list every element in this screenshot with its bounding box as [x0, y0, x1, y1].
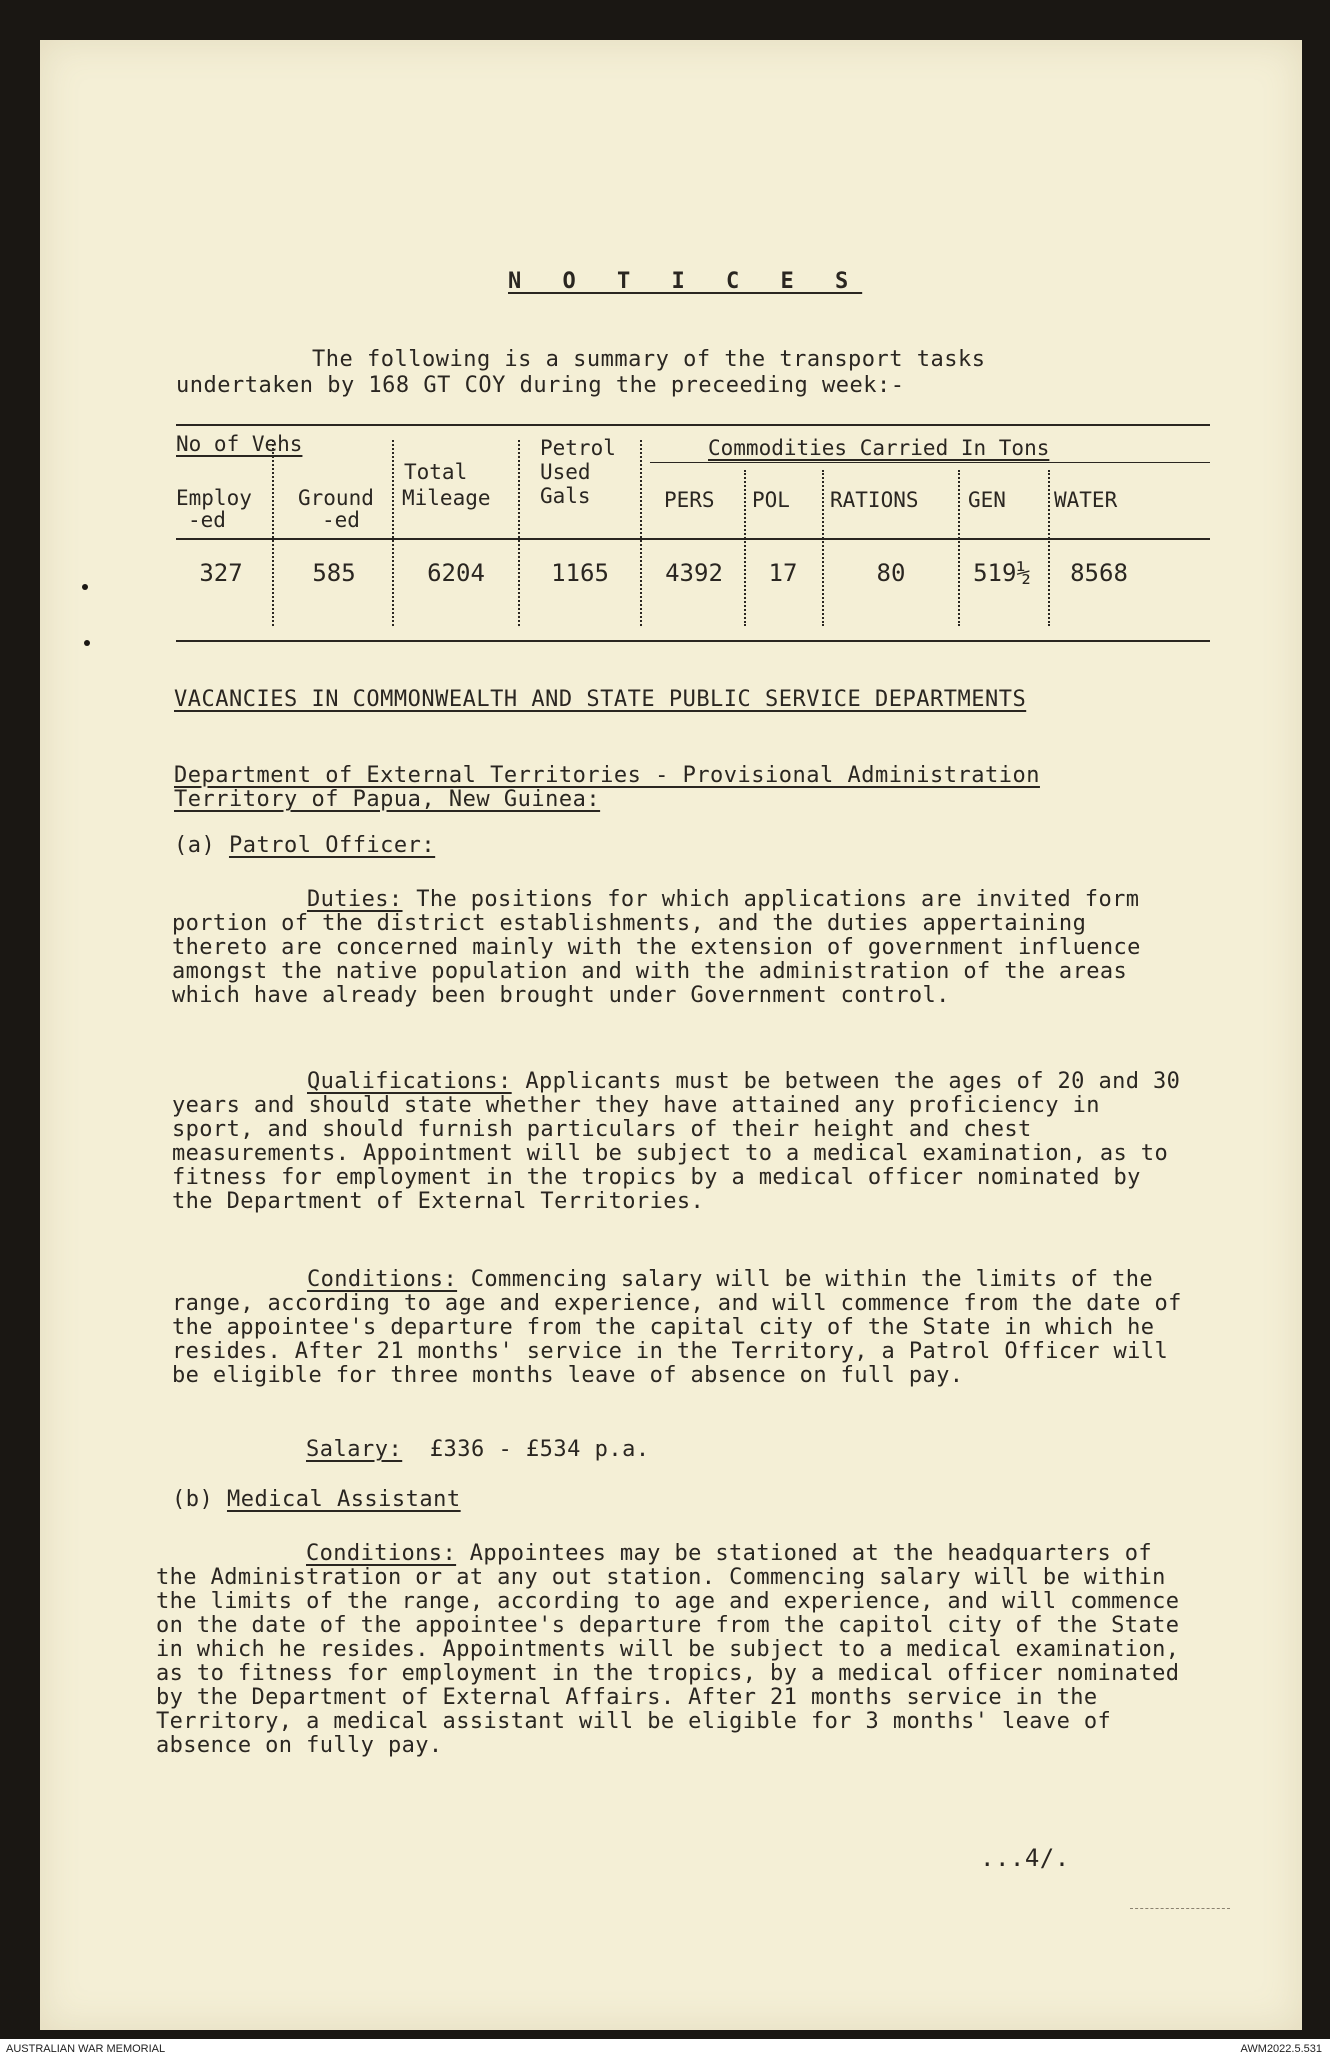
qualifications-label: Qualifications: — [307, 1069, 512, 1094]
medical-conditions-label: Conditions: — [306, 1541, 457, 1566]
cell-grounded: 585 — [312, 559, 356, 587]
archive-footer — [0, 2039, 1330, 2061]
department-line-2: Territory of Papua, New Guinea: — [174, 787, 601, 812]
col-divider — [640, 440, 642, 626]
header-grounded-2: -ed — [322, 508, 360, 532]
medical-label: Medical Assistant — [226, 1487, 461, 1512]
cell-gen: 519½ — [973, 559, 1031, 587]
cell-petrol: 1165 — [551, 559, 609, 587]
patrol-label: Patrol Officer: — [228, 833, 436, 858]
header-total-2: Mileage — [402, 486, 491, 510]
header-petrol-2: Used — [540, 460, 591, 484]
header-petrol-3: Gals — [540, 484, 591, 508]
cell-pers: 4392 — [665, 559, 723, 587]
conditions-text: Commencing salary will be within the limits of the range, according to age and experience, and will commence from the date of the appointee's departure from the capital city of the State in which he resides. After 21 months' service in the Territory, a Patrol Officer will be eligible for three months leave of absence on full pay. — [172, 1267, 1182, 1388]
duties-text: The positions for which applications are invited form portion of the district establishments, and the duties appertaining thereto are concerned mainly with the extension of government influence amongst the native population and with the administration of the areas which have already been brought under Government control. — [172, 887, 1141, 1008]
cell-employed: 327 — [199, 559, 243, 587]
cell-water: 8568 — [1070, 559, 1128, 587]
footer-institution: AUSTRALIAN WAR MEMORIAL — [6, 2043, 166, 2055]
table-header-rule — [176, 538, 1210, 540]
medical-conditions-text: Appointees may be stationed at the headquarters of the Administration or at any out station. Commencing salary will be within the limits of the range, according to age and experience, and will commence on the date of the appointee's departure from the capitol city of the State in which he resides. Appointments will be subject to a medical examination, as to fitness for employment in the tropics, by a medical officer nominated by the Department of External Affairs. After 21 months service in the Territory, a medical assistant will be eligible for 3 months' leave of absence on fully pay. — [156, 1541, 1180, 1758]
footer-reference: AWM2022.5.531 — [1240, 2043, 1322, 2055]
header-employed-1: Employ — [176, 486, 252, 510]
department-line-1: Department of External Territories - Provisional Administration — [174, 763, 1040, 788]
header-pol: POL — [752, 488, 790, 512]
header-grounded-1: Ground — [298, 486, 374, 510]
faint-mark — [1130, 1908, 1230, 1909]
header-water: WATER — [1054, 488, 1118, 512]
notices-heading: N O T I C E S — [508, 269, 863, 294]
header-employed-2: -ed — [188, 508, 226, 532]
header-total-1: Total — [404, 460, 468, 484]
group-header-vehicles: No of Vehs — [176, 432, 303, 456]
salary-label: Salary: — [306, 1437, 403, 1462]
cell-pol: 17 — [768, 559, 798, 587]
header-petrol-1: Petrol — [540, 436, 616, 460]
patrol-prefix: (a) — [174, 833, 229, 858]
vacancies-title: VACANCIES IN COMMONWEALTH AND STATE PUBLIC SERVICE DEPARTMENTS — [174, 687, 1027, 712]
cell-rations: 80 — [876, 559, 906, 587]
medical-conditions — [156, 1542, 1206, 1758]
cell-mileage: 6204 — [427, 559, 485, 587]
col-divider — [392, 440, 394, 626]
header-gen: GEN — [968, 488, 1006, 512]
patrol-duties — [172, 888, 1182, 1008]
col-divider — [518, 440, 520, 626]
medical-prefix: (b) — [172, 1487, 227, 1512]
medical-assistant-heading — [172, 1488, 461, 1512]
table-bottom-rule — [176, 640, 1210, 642]
intro-line-2: undertaken by 168 GT COY during the preceeding week:- — [176, 373, 905, 398]
col-divider — [958, 470, 960, 626]
intro-line-1: The following is a summary of the transport tasks — [312, 347, 986, 372]
punch-mark — [84, 640, 90, 646]
patrol-salary — [306, 1438, 650, 1462]
commodities-rule — [650, 462, 1210, 463]
conditions-label: Conditions: — [307, 1267, 458, 1292]
header-rations: RATIONS — [830, 488, 919, 512]
group-header-commodities: Commodities Carried In Tons — [708, 436, 1050, 460]
punch-mark — [82, 584, 88, 590]
qualifications-text: Applicants must be between the ages of 20 and 30 years and should state whether they have attained any proficiency in sport, and should furnish particulars of their height and chest measurements. Appointment will be subject to a medical examination, as to fitness for employment in the tropics by a medical officer nominated by the Department of External Territories. — [172, 1069, 1181, 1214]
patrol-officer-heading — [174, 834, 435, 858]
patrol-qualifications — [172, 1070, 1182, 1214]
col-divider — [822, 470, 824, 626]
duties-label: Duties: — [307, 887, 403, 912]
table-top-rule — [176, 424, 1210, 426]
col-divider — [1048, 470, 1050, 626]
patrol-conditions — [172, 1268, 1182, 1388]
salary-text: £336 - £534 p.a. — [429, 1437, 650, 1462]
col-divider — [272, 440, 274, 626]
header-pers: PERS — [664, 488, 715, 512]
page-continuation: ...4/. — [980, 1844, 1070, 1872]
col-divider — [744, 470, 746, 626]
